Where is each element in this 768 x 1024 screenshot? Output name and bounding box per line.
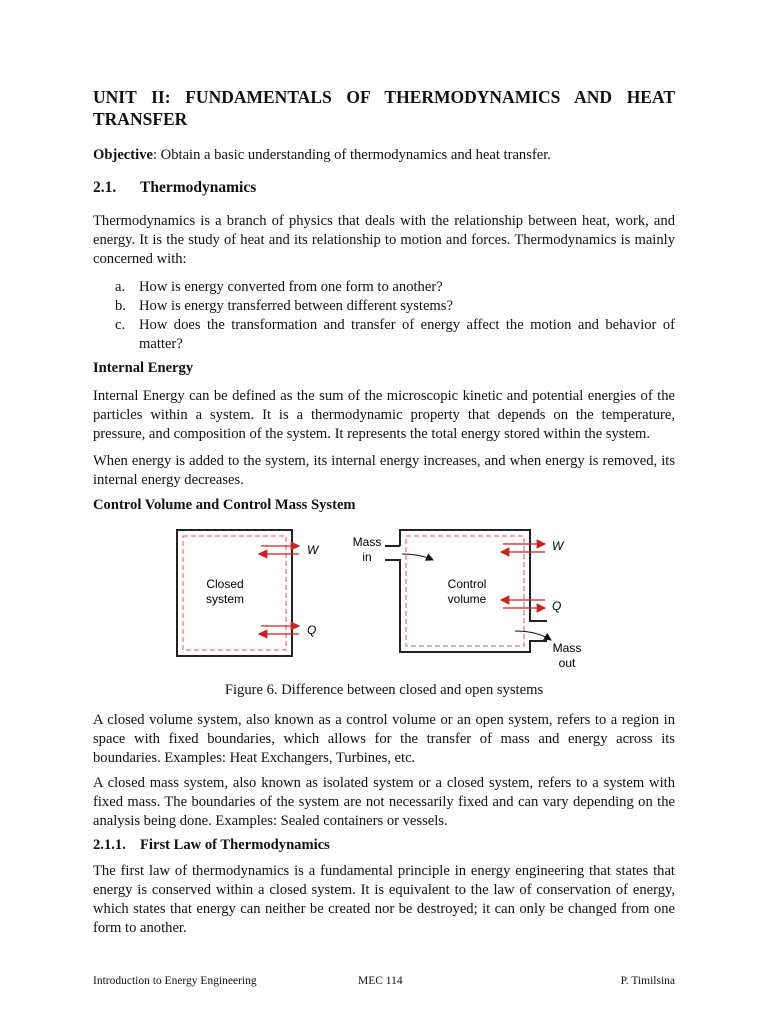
section-2-1-1-heading: [93, 837, 330, 854]
control-volume-paragraph: A closed volume system, also known as a control volume or an open system, refers to a region in space with fixed boundaries, which allows for the transfer of mass and energy across its boundaries. Examples: Heat Exchangers, Turbines, etc.: [93, 712, 675, 766]
list-item: [115, 297, 675, 316]
list-item-text: How is energy transferred between different systems?: [139, 298, 453, 314]
objective-label: Objective: [93, 147, 153, 163]
internal-energy-paragraph-1: Internal Energy can be defined as the sum of the microscopic kinetic and potential energies of the particles within a system. It is a thermodynamic property that depends on the temperature, pressure, and composition of the system. It represents the total energy stored within the system.: [93, 388, 675, 442]
list-item-text: How is energy converted from one form to another?: [139, 279, 443, 295]
objective-line: [93, 146, 675, 165]
closed-vs-open-system-figure: [175, 528, 595, 676]
internal-energy-heading: Internal Energy: [93, 360, 194, 376]
list-item-text: How does the transformation and transfer of energy affect the motion and behavior of matter?: [139, 317, 675, 352]
control-mass-paragraph: A closed mass system, also known as isolated system or a closed system, refers to a system with fixed mass. The boundaries of the system are not necessarily fixed and can vary depending on the analysis being done. Examples: Sealed containers or vessels.: [93, 775, 675, 829]
list-item: [115, 278, 675, 297]
section-number: 2.1.: [93, 179, 117, 196]
mass-in-label-1: Mass: [352, 535, 382, 549]
unit-title: UNIT II: FUNDAMENTALS OF THERMODYNAMICS AND HEAT TRANSFER: [93, 87, 675, 129]
control-label: Control: [447, 577, 487, 591]
section-title: First Law of Thermodynamics: [140, 837, 330, 853]
internal-energy-paragraph-2: When energy is added to the system, its internal energy increases, and when energy is removed, its internal energy decreases.: [93, 453, 675, 488]
footer-course-title: Introduction to Energy Engineering: [93, 975, 257, 987]
list-marker: c.: [115, 317, 126, 333]
heat-label: Q: [307, 623, 317, 637]
mass-in-label-2: in: [362, 550, 372, 564]
list-marker: b.: [115, 298, 126, 314]
mass-out-label-2: out: [558, 656, 576, 670]
figure-caption: Figure 6. Difference between closed and open systems: [224, 682, 544, 698]
volume-label: volume: [447, 592, 487, 606]
heat-label-open: Q: [552, 599, 562, 613]
control-volume-heading: Control Volume and Control Mass System: [93, 497, 356, 513]
work-label-open: W: [552, 539, 564, 553]
section-2-1-heading: [93, 179, 256, 197]
list-item: [115, 316, 675, 354]
system-label: system: [205, 592, 245, 606]
thermo-intro-paragraph: Thermodynamics is a branch of physics that deals with the relationship between heat, work, and energy. It is the study of heat and its relationship to motion and forces. Thermodynamics is mainly concerned with:: [93, 213, 675, 267]
concerns-list: [115, 278, 675, 354]
closed-label: Closed: [206, 577, 244, 591]
work-label: W: [307, 543, 319, 557]
first-law-paragraph: The first law of thermodynamics is a fundamental principle in energy engineering that states that energy is conserved within a closed system. It is equivalent to the law of conservation of energy, which states that energy can neither be created nor be destroyed; it can only be changed from one form to another.: [93, 863, 675, 936]
list-marker: a.: [115, 279, 126, 295]
section-title: Thermodynamics: [140, 179, 257, 196]
footer-course-code: MEC 114: [358, 975, 403, 987]
objective-text: : Obtain a basic understanding of thermodynamics and heat transfer.: [152, 147, 551, 163]
section-number: 2.1.1.: [93, 837, 126, 853]
mass-out-label-1: Mass: [552, 641, 582, 655]
footer-author: P. Timilsina: [620, 975, 675, 987]
